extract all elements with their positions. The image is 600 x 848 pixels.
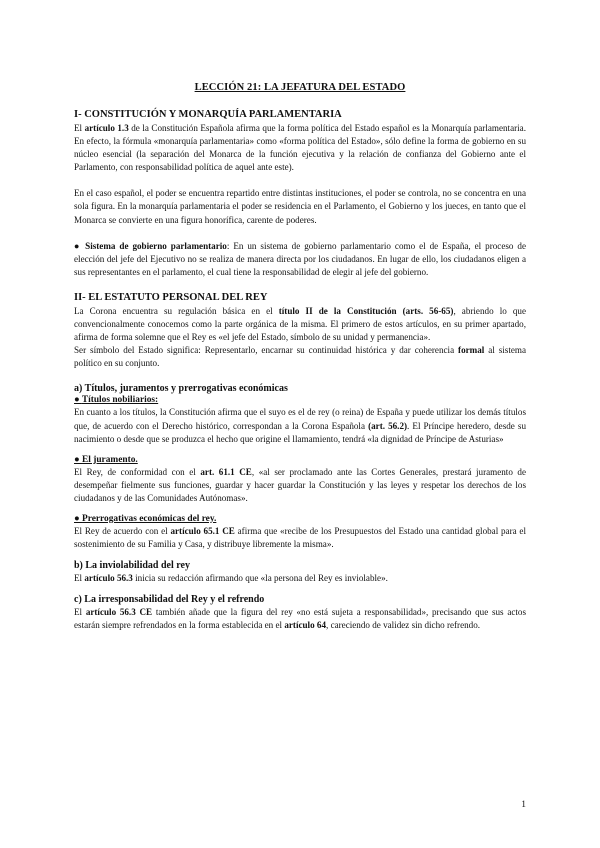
text: afirma que «recibe de los Presupuestos del Estado una cantidad global para el sostenimiento de su Familia y Casa, y distribuye libremente la misma». — [74, 525, 526, 550]
subheading-juramento — [74, 455, 526, 465]
lesson-title: LECCIÓN 21: LA JEFATURA DEL ESTADO — [194, 82, 406, 93]
article-ref: artículo 56.3 — [84, 573, 133, 584]
bullet-icon: ● — [74, 395, 82, 406]
article-ref: artículo 65.1 CE — [170, 525, 235, 536]
text: , abriendo lo que convencionalmente conocemos como la parte orgánica de la misma. El primero de estos artículos, en su primer apartado, afirma de forma solemne que el Rey es «el jefe del Estado, símbolo de su unidad y permanencia». — [74, 305, 526, 343]
article-ref: (art. 56.2) — [368, 420, 408, 431]
text: al sistema político en su conjunto. — [74, 345, 526, 369]
subheading-titulos — [74, 395, 526, 405]
bullet-icon: ● — [74, 240, 86, 251]
document-page — [74, 82, 526, 632]
subsection-c-heading: c) La irresponsabilidad del Rey y el refrendo — [74, 594, 265, 606]
term: Sistema de gobierno parlamentario — [85, 240, 227, 251]
page-number: 1 — [521, 800, 526, 810]
text: , «al ser proclamado ante las Cortes Generales, prestará juramento de desempeñar fielmente sus funciones, guardar y hacer guardar la Constitución y las leyes y respetar los derechos de los ciudadanos y de las Comunidades Autónomas». — [74, 466, 527, 503]
text: La Corona encuentra su regulación básica en el — [74, 305, 279, 316]
section-2-heading: II- EL ESTATUTO PERSONAL DEL REY — [74, 291, 268, 303]
subsection-b-heading: b) La inviolabilidad del rey — [74, 560, 190, 572]
subheading-text: Prerrogativas económicas del rey. — [82, 513, 217, 524]
text: de la Constitución Española afirma que la forma política del Estado español es la Monarquía parlamentaria. En efecto, la fórmula «monarquía parlamentaria» como «forma política del Estado», sólo define la forma de gobierno en su núcleo esencial (la separación del Monarca de la función ejecutiva y la relación de confianza del Gobierno ante el Parlamento, con responsabilidad política de aquel ante este). — [74, 123, 526, 173]
subheading-text: El juramento. — [82, 454, 138, 465]
text: , careciendo de validez sin dicho refrendo. — [326, 620, 481, 631]
text: . El Príncipe heredero, desde su nacimiento o desde que se produzca el hecho que origine el llamamiento, tendrá «la dignidad de Príncipe de Asturias» — [74, 420, 526, 444]
section-2-paragraph-2 — [74, 344, 526, 370]
text: también añade que la figura del rey «no está sujeta a responsabilidad», precisando que sus actos estarán siempre refrendados en la forma establecida en el — [74, 607, 527, 631]
bullet-icon: ● — [74, 454, 83, 465]
subheading-text: Títulos nobiliarios: — [81, 395, 159, 406]
inviolabilidad-paragraph — [74, 572, 526, 585]
text: Ser símbolo del Estado significa: Representarlo, encarnar su continuidad histórica y dar coherencia — [74, 345, 459, 356]
text: inicia su redacción afirmando que «la persona del Rey es inviolable». — [132, 573, 388, 584]
section-2-paragraph-1 — [74, 305, 526, 344]
juramento-paragraph — [74, 466, 526, 505]
article-ref: artículo 56.3 CE — [85, 607, 153, 618]
text: El — [74, 607, 86, 618]
text: El Rey, de conformidad con el — [74, 466, 201, 477]
emphasis: formal — [458, 345, 485, 356]
section-1-paragraph-1 — [74, 122, 526, 174]
text: El — [74, 573, 85, 584]
bullet-icon: ● — [74, 513, 83, 524]
subheading-prerrogativas — [74, 514, 526, 524]
subsection-a-heading: a) Títulos, juramentos y prerrogativas económicas — [74, 383, 288, 395]
section-1-heading: I- CONSTITUCIÓN Y MONARQUÍA PARLAMENTARIA — [74, 109, 342, 120]
titulos-paragraph — [74, 406, 526, 445]
prerrogativas-paragraph — [74, 525, 526, 551]
article-ref: artículo 1.3 — [84, 123, 129, 133]
text: : En un sistema de gobierno parlamentario como el de España, el proceso de elección del jefe del Ejecutivo no se realiza de manera directa por los ciudadanos. En lugar de ello, los ciudadanos eligen a sus representantes en el parlamento, el cual tiene la responsabilidad de elegir al jefe del gobierno. — [74, 240, 526, 277]
article-ref: título II de la Constitución (arts. 56-65) — [278, 305, 454, 316]
text: En cuanto a los títulos, la Constitución afirma que el suyo es el de rey (o reina) de España y puede utilizar los demás títulos que, de acuerdo con el Derecho histórico, correspondan a la Corona Española — [74, 407, 526, 431]
article-ref: art. 61.1 CE — [200, 466, 252, 477]
text: El — [74, 123, 85, 133]
section-1-paragraph-3 — [74, 240, 526, 279]
section-1-paragraph-2: En el caso español, el poder se encuentra repartido entre distintas instituciones, el poder se controla, no se concentra en una sola figura. En la monarquía parlamentaria el poder se residencia en el Parlamento, el Gobierno y los jueces, en tanto que el Monarca se convierte en una figura honorífica, carente de poderes. — [74, 188, 526, 225]
irresponsabilidad-paragraph — [74, 606, 526, 632]
text: El Rey de acuerdo con el — [74, 525, 171, 536]
article-ref: artículo 64 — [284, 620, 327, 631]
